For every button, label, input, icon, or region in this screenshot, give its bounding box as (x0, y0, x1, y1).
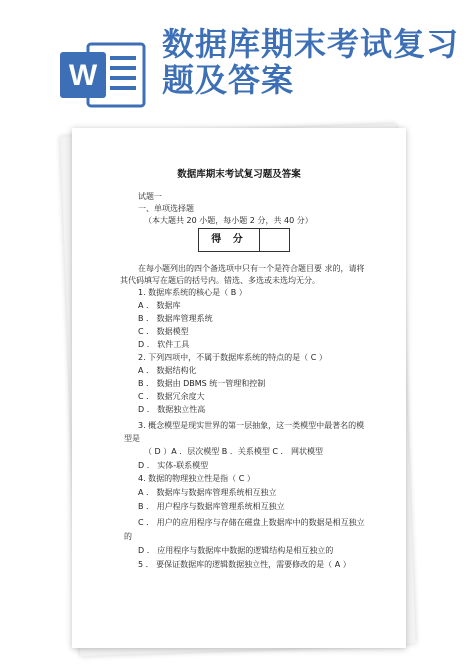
option-line: D ． 软件工具 (138, 340, 190, 349)
option-line: A ． 数据库 (138, 301, 181, 310)
instruction-line: 其代码填写在题后的括号内。错选、多选或未选均无分。 (120, 276, 320, 285)
option-line: B ． 数据由 DBMS 统一管理和控制 (138, 379, 266, 388)
option-line: （ D ）A ．层次模型 B ．关系模型 C ． 网状模型 (144, 447, 324, 456)
document-title: 数据库期末考试复习题及答案 (177, 169, 301, 180)
option-line: D ． 应用程序与数据库中数据的逻辑结构是相互独立的 (138, 546, 334, 555)
banner-title: 数据库期末考试复习题及答案 (162, 25, 460, 99)
question-line: 5 ． 要保证数据库的逻辑数据独立性，需要修改的是（ A ） (138, 560, 351, 569)
option-line: D ． 数据独立性高 (138, 405, 206, 414)
score-box (198, 228, 290, 252)
option-line: A ． 数据库与数据库管理系统相互独立 (138, 488, 277, 497)
instruction-line: 在每小题列出的四个备选项中只有一个是符合题目要 求的，请将 (138, 264, 365, 273)
question-line: 3. 概念模型是现实世界的第一层抽象，这一类模型中最著名的模 (138, 421, 365, 430)
question-line: 2. 下列四项中，不属于数据库系统的特点的是（ C ） (138, 353, 327, 362)
preview-banner (0, 0, 474, 120)
document-page (72, 128, 406, 648)
score-blank-cell (260, 229, 289, 251)
word-document-icon (60, 40, 148, 110)
question-line: 1. 数据库系统的核心是（ B ） (138, 288, 247, 297)
section-label: 试题一 (138, 192, 162, 201)
option-line: C ． 数据冗余度大 (138, 392, 205, 401)
option-line: 的 (124, 532, 132, 541)
option-line: B ． 用户程序与数据库管理系统相互独立 (138, 502, 285, 511)
logo-letter: W (68, 59, 98, 92)
option-line: C ． 数据模型 (138, 327, 189, 336)
question-line: 型是 (124, 434, 140, 443)
option-line: A ． 数据结构化 (138, 366, 197, 375)
question-line: 4. 数据的物理独立性是指（ C ） (138, 474, 255, 483)
score-label: 得 分 (199, 229, 260, 251)
option-line: B ． 数据库管理系统 (138, 314, 213, 323)
option-line: D ． 实体-联系模型 (138, 461, 209, 470)
option-line: C ． 用户的应用程序与存储在磁盘上数据库中的数据是相互独立 (138, 518, 365, 527)
section-heading: 一、单项选择题 (138, 204, 194, 213)
section-note: （本大题共 20 小题，每小题 2 分，共 40 分） (144, 216, 313, 225)
